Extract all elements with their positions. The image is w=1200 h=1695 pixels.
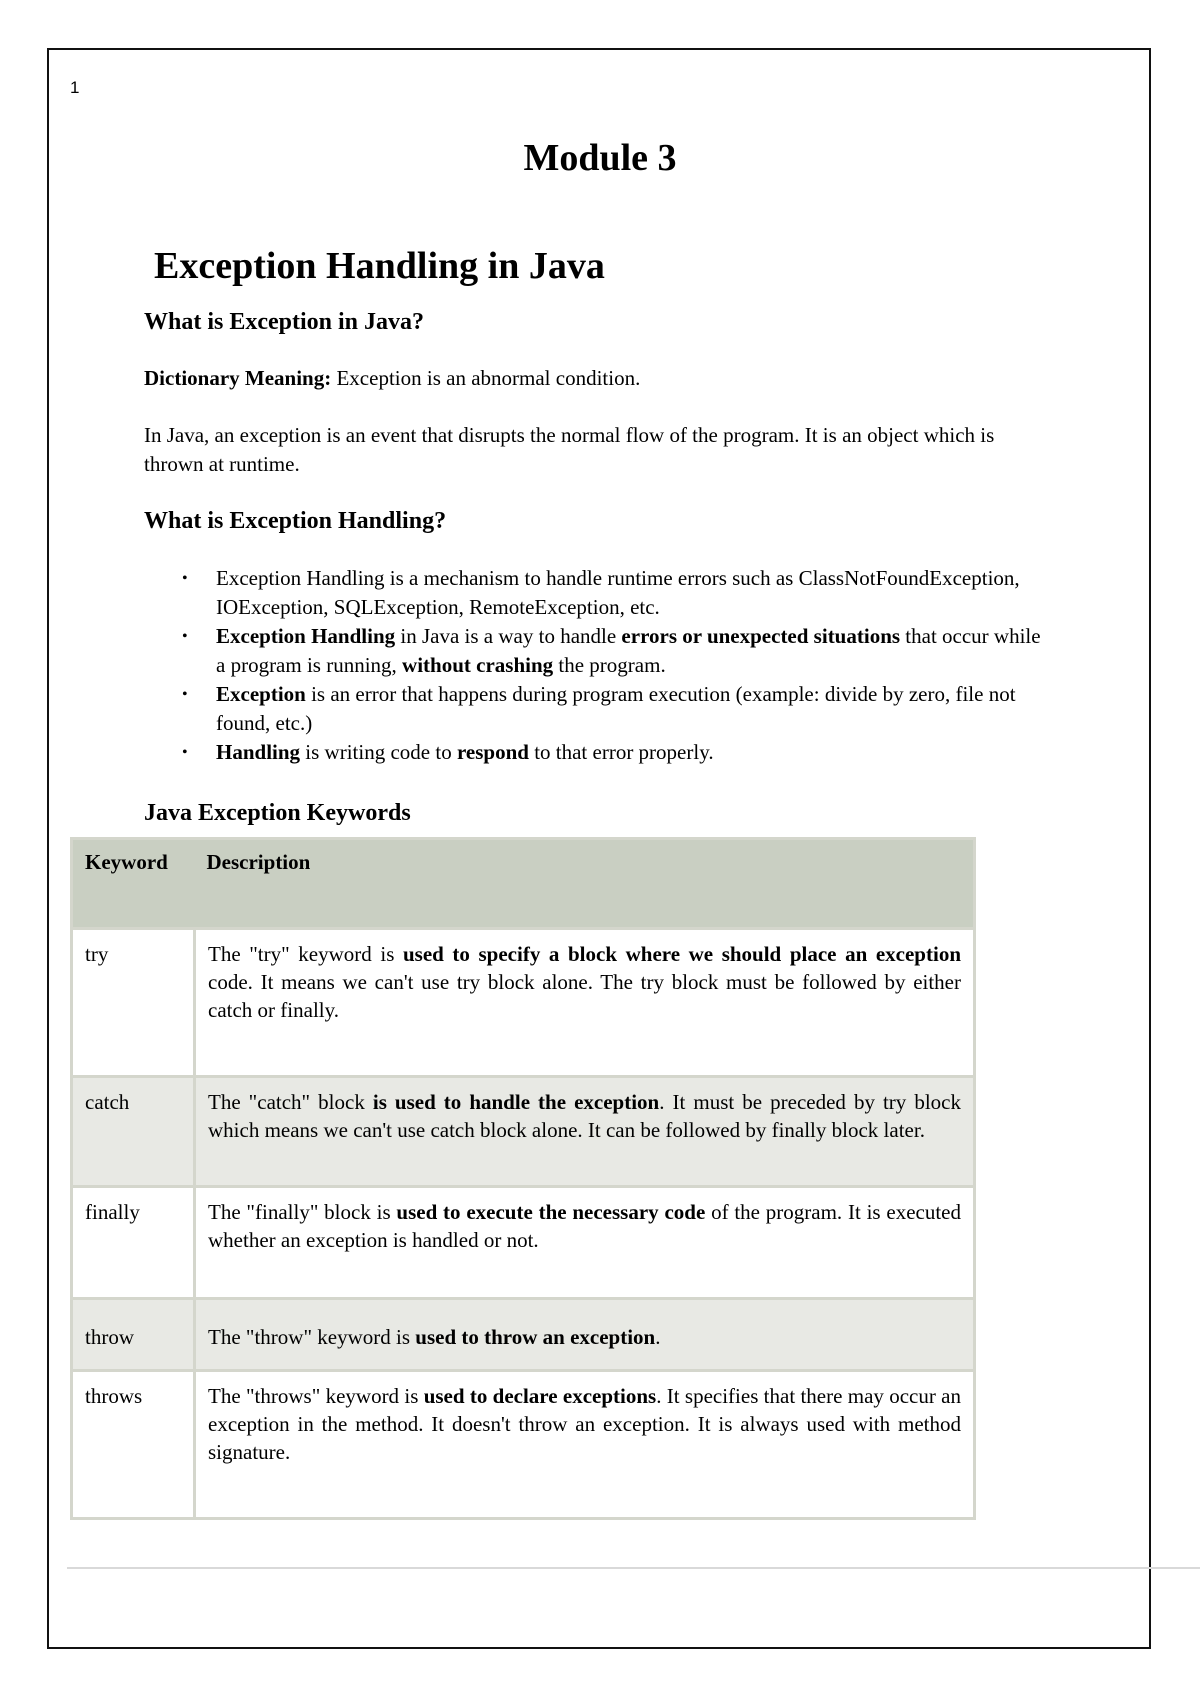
- keywords-table: [70, 837, 976, 1520]
- description-cell: [195, 1077, 975, 1187]
- bullet-item: [144, 680, 1054, 738]
- bold-text: errors or unexpected situations: [621, 624, 901, 648]
- heading-what-is-exception: What is Exception in Java?: [144, 309, 425, 335]
- page-number: 1: [70, 78, 80, 97]
- text: is an error that happens during program execution (example: divide by zero, file not found, etc.): [216, 682, 1016, 735]
- text: the program.: [553, 653, 666, 677]
- text: . It specifies that there may occur an exception in the method. It doesn't throw an exception. It is always used with method signature.: [208, 1384, 961, 1464]
- bullet-icon: •: [182, 628, 188, 645]
- heading-what-is-exception-handling: What is Exception Handling?: [144, 508, 447, 534]
- table-header-row: [72, 839, 975, 929]
- module-title: [0, 136, 1200, 180]
- bold-text: used to specify a block where we should place an exception: [402, 942, 961, 966]
- text: The "throw" keyword is: [208, 1324, 416, 1349]
- bold-text: Exception Handling: [216, 624, 396, 648]
- bullet-item: [144, 738, 1054, 767]
- text: The "finally" block is: [208, 1200, 397, 1224]
- description-cell: [195, 929, 975, 1077]
- bold-text: Exception: [216, 682, 306, 706]
- exception-handling-bullets: [144, 564, 1054, 767]
- text: The "catch" block: [208, 1090, 373, 1114]
- table-row: [72, 929, 975, 1077]
- bold-text: Handling: [216, 740, 301, 764]
- dictionary-meaning: [144, 364, 1054, 393]
- bullet-item: [144, 622, 1054, 680]
- bold-text: is used to handle the exception: [372, 1090, 660, 1114]
- text: . It must be preceded by try block which means we can't use catch block alone. It can be followed by finally block later.: [208, 1090, 961, 1142]
- keyword-cell: catch: [72, 1077, 195, 1187]
- text: .: [655, 1324, 661, 1349]
- module-title-text: Module 3: [523, 137, 677, 179]
- bullet-icon: •: [182, 686, 188, 703]
- bold-text: used to declare exceptions: [423, 1384, 657, 1408]
- description-cell: [195, 1187, 975, 1299]
- text: of the program. It is executed whether an exception is handled or not.: [208, 1200, 961, 1252]
- exception-definition-paragraph: In Java, an exception is an event that disrupts the normal flow of the program. It is an object which is thrown at runtime.: [144, 423, 995, 476]
- footer-divider: [67, 1567, 1200, 1569]
- bold-text: used to throw an exception: [415, 1324, 656, 1349]
- table-row: [72, 1371, 975, 1519]
- main-title: Exception Handling in Java: [154, 245, 605, 287]
- table-row: [72, 1299, 975, 1371]
- table-row: [72, 1077, 975, 1187]
- dictionary-label: Dictionary Meaning:: [144, 366, 332, 390]
- text: is writing code to: [300, 740, 457, 764]
- text: The "try" keyword is: [208, 942, 403, 966]
- table-header-description: Description: [195, 839, 975, 929]
- keyword-cell: try: [72, 929, 195, 1077]
- keyword-cell: throw: [72, 1299, 195, 1371]
- text: that occur while a program is running,: [216, 624, 1041, 677]
- bold-text: respond: [456, 740, 529, 764]
- heading-java-exception-keywords: Java Exception Keywords: [144, 800, 411, 826]
- table-row: [72, 1187, 975, 1299]
- text: to that error properly.: [528, 740, 714, 764]
- text: code. It means we can't use try block alone. The try block must be followed by either catch or finally.: [208, 970, 961, 1022]
- dictionary-text: Exception is an abnormal condition.: [331, 366, 641, 390]
- bullet-item: [144, 564, 1054, 622]
- description-cell: [195, 1299, 975, 1371]
- keyword-cell: finally: [72, 1187, 195, 1299]
- text: in Java is a way to handle: [395, 624, 622, 648]
- text: The "throws" keyword is: [208, 1384, 424, 1408]
- bullet-icon: •: [182, 570, 188, 587]
- bullet-icon: •: [182, 744, 188, 761]
- description-cell: [195, 1371, 975, 1519]
- bold-text: without crashing: [402, 653, 554, 677]
- text: Exception Handling is a mechanism to handle runtime errors such as ClassNotFoundException, IOException, SQLException, RemoteException, etc.: [216, 566, 1020, 619]
- table-header-keyword: Keyword: [72, 839, 195, 929]
- bold-text: used to execute the necessary code: [396, 1200, 706, 1224]
- keyword-cell: throws: [72, 1371, 195, 1519]
